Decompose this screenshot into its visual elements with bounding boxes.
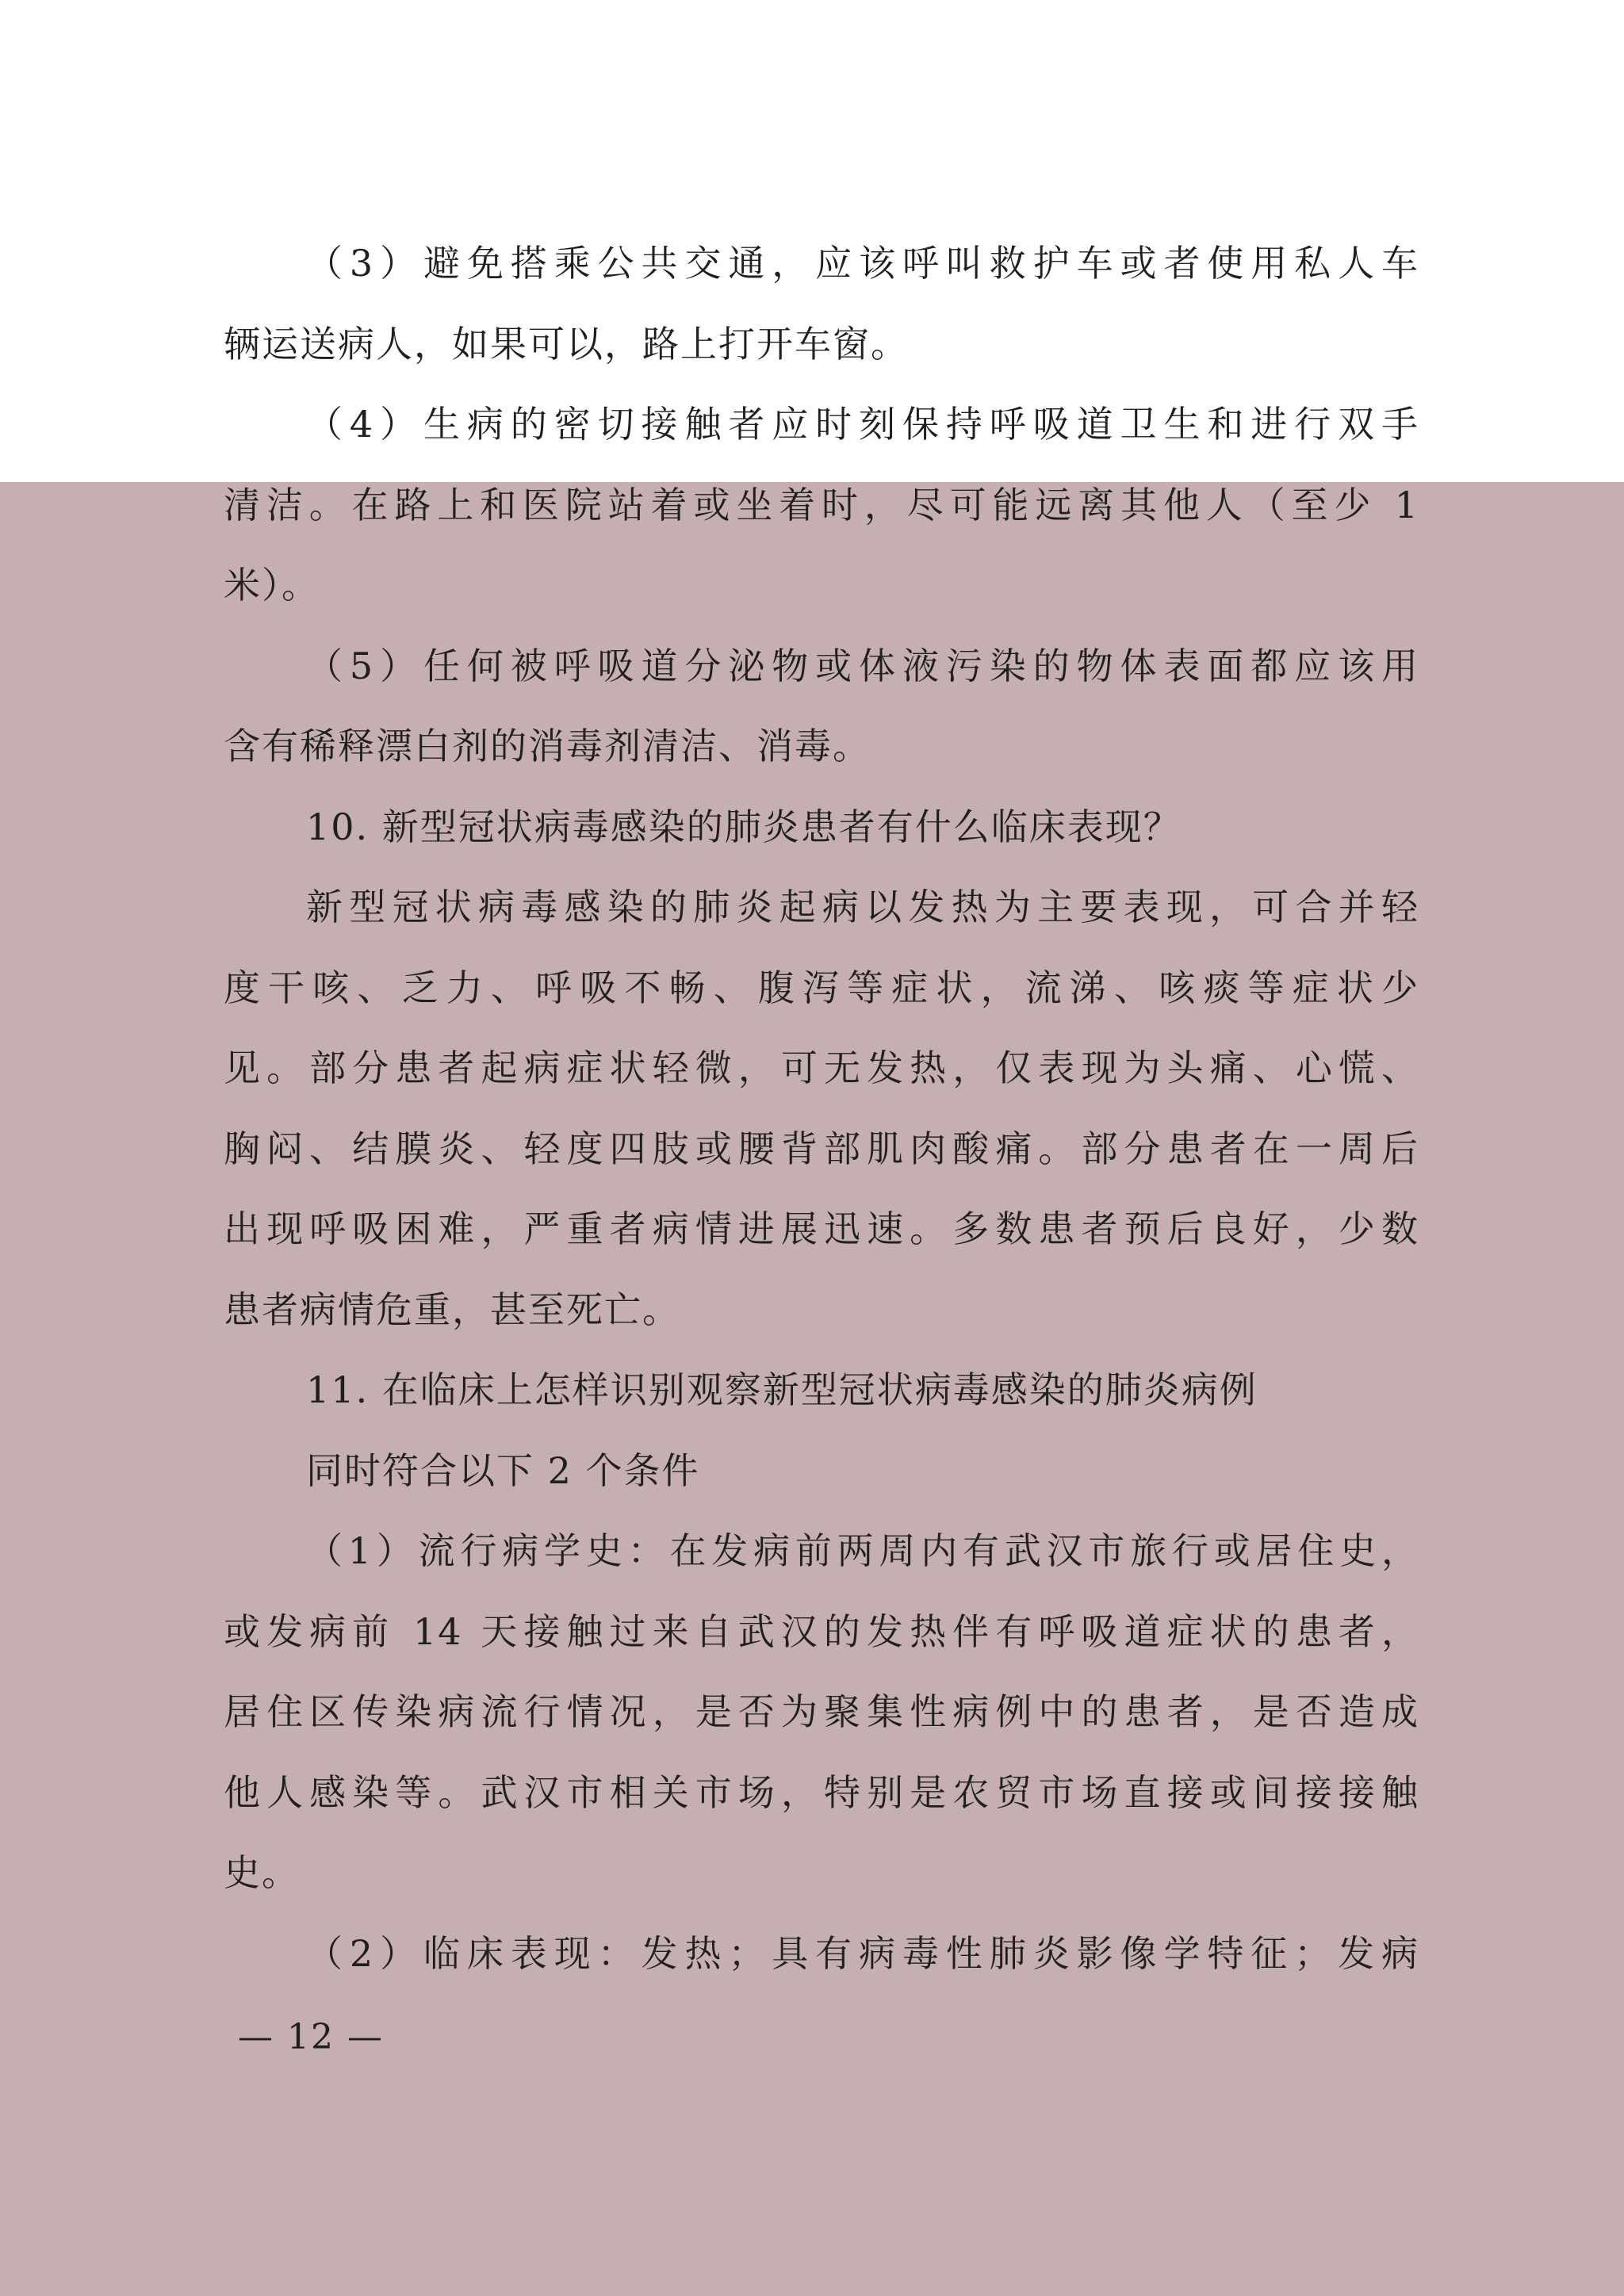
- paragraph-4-line-1: （4）生病的密切接触者应时刻保持呼吸道卫生和进行双手: [306, 403, 1419, 446]
- paragraph-5-line-1: （5）任何被呼吸道分泌物或体液污染的物体表面都应该用: [306, 644, 1419, 687]
- paragraph-3-line-2: 辆运送病人，如果可以，路上打开车窗。: [224, 322, 909, 365]
- answer-10-line-1: 新型冠状病毒感染的肺炎起病以发热为主要表现，可合并轻: [306, 886, 1419, 928]
- criterion-1-line-4: 他人感染等。武汉市相关市场，特别是农贸市场直接或间接接触: [224, 1770, 1419, 1814]
- criterion-1-line-5: 史。: [224, 1851, 300, 1894]
- answer-10-line-6: 患者病情危重，甚至死亡。: [224, 1288, 680, 1331]
- paragraph-4-line-2: 清洁。在路上和医院站着或坐着时，尽可能远离其他人（至少 1: [224, 483, 1419, 526]
- paragraph-5-line-2: 含有稀释漂白剂的消毒剂清洁、消毒。: [224, 725, 871, 767]
- page-number: — 12 —: [238, 2017, 384, 2057]
- answer-10-line-5: 出现呼吸困难，严重者病情进展迅速。多数患者预后良好，少数: [224, 1207, 1419, 1250]
- paragraph-3-line-1: （3）避免搭乘公共交通，应该呼叫救护车或者使用私人车: [306, 242, 1419, 285]
- criterion-1-line-3: 居住区传染病流行情况，是否为聚集性病例中的患者，是否造成: [224, 1690, 1419, 1733]
- question-10-heading: 10. 新型冠状病毒感染的肺炎患者有什么临床表现？: [306, 805, 1182, 848]
- criterion-2-line-1: （2）临床表现：发热；具有病毒性肺炎影像学特征；发病: [306, 1931, 1419, 1975]
- answer-10-line-2: 度干咳、乏力、呼吸不畅、腹泻等症状，流涕、咳痰等症状少: [224, 966, 1419, 1009]
- answer-10-line-4: 胸闷、结膜炎、轻度四肢或腰背部肌肉酸痛。部分患者在一周后: [224, 1127, 1419, 1170]
- criterion-1-line-2: 或发病前 14 天接触过来自武汉的发热伴有呼吸道症状的患者，: [224, 1609, 1419, 1653]
- criterion-1-line-1: （1）流行病学史：在发病前两周内有武汉市旅行或居住史，: [306, 1529, 1419, 1572]
- body-text: [224, 224, 1419, 1994]
- paragraph-4-line-3: 米）。: [224, 564, 320, 607]
- answer-11-intro: 同时符合以下 2 个条件: [306, 1448, 700, 1492]
- question-11-heading: 11. 在临床上怎样识别观察新型冠状病毒感染的肺炎病例: [306, 1368, 1258, 1411]
- answer-10-line-3: 见。部分患者起病症状轻微，可无发热，仅表现为头痛、心慌、: [224, 1047, 1419, 1089]
